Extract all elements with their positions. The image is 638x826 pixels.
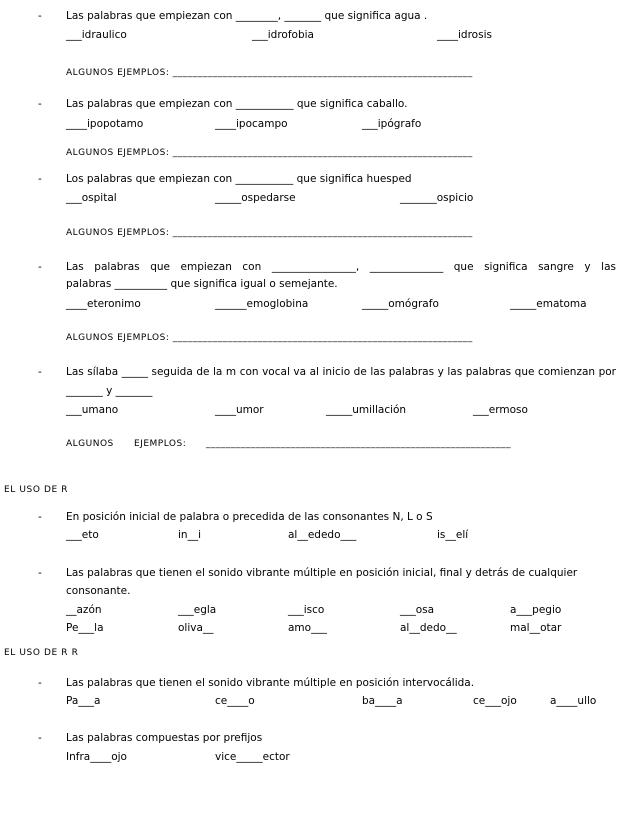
word-blank: ___umano: [66, 404, 119, 416]
examples-label: ALGUNOS: [66, 439, 114, 449]
word-blank: a____ullo: [550, 695, 597, 707]
word-blank: Pa___a: [66, 695, 101, 707]
word-blank: al__ededo___: [288, 529, 357, 541]
word-blank: ____eteronimo: [66, 298, 141, 310]
word-blank: a___pegio: [510, 604, 562, 616]
bullet-dash: -: [38, 567, 42, 579]
bullet-dash: -: [38, 10, 42, 22]
examples-line: ALGUNOS EJEMPLOS: ____________________________________________________________: [66, 148, 473, 158]
word-blank: ___ospital: [66, 192, 117, 204]
heading-uso-r: EL USO DE R: [4, 485, 69, 495]
instruction-agua: Las palabras que empiezan con ________, _______ que significa agua .: [66, 10, 428, 22]
instruction-prefijos: Las palabras compuestas por prefijos: [66, 732, 263, 744]
bullet-dash: -: [38, 511, 42, 523]
instruction-sangre: Las palabras que empiezan con ________________, ______________ que significa sangre y las: [66, 261, 616, 273]
bullet-dash: -: [38, 261, 42, 273]
word-blank: ____ipopotamo: [66, 118, 144, 130]
word-blank: is__elí: [437, 529, 469, 541]
word-blank: Infra____ojo: [66, 751, 127, 763]
word-blank: vice_____ector: [215, 751, 290, 763]
word-blank: amo___: [288, 622, 327, 634]
word-blank: _____omógrafo: [362, 298, 439, 310]
bullet-dash: -: [38, 732, 42, 744]
instruction-semejante: palabras __________ que significa igual o semejante.: [66, 278, 338, 290]
word-blank: ___ermoso: [473, 404, 528, 416]
heading-uso-rr: EL USO DE R R: [4, 648, 79, 658]
instruction-inicial: En posición inicial de palabra o precedida de las consonantes N, L o S: [66, 511, 433, 523]
bullet-dash: -: [38, 677, 42, 689]
word-blank: ______emoglobina: [215, 298, 309, 310]
bullet-dash: -: [38, 366, 42, 378]
word-blank: _______ospicio: [400, 192, 474, 204]
word-blank: al__dedo__: [400, 622, 457, 634]
bullet-dash: -: [38, 98, 42, 110]
word-blank: ___eto: [66, 529, 99, 541]
word-blank: ____umor: [215, 404, 264, 416]
word-blank: mal__otar: [510, 622, 562, 634]
word-blank: __azón: [66, 604, 102, 616]
word-blank: Pe___la: [66, 622, 104, 634]
instruction-hum: Las sílaba _____ seguida de la m con vocal va al inicio de las palabras y las palabras que comienzan por: [66, 366, 616, 378]
examples-line: _____________________________________________________________: [206, 439, 511, 449]
word-blank: _____ospedarse: [215, 192, 296, 204]
word-blank: ____ipocampo: [215, 118, 288, 130]
word-blank: ___idrofobia: [252, 29, 314, 41]
word-blank: ___isco: [288, 604, 325, 616]
word-blank: _____umillación: [326, 404, 407, 416]
word-blank: in__i: [178, 529, 201, 541]
instruction-consonante: consonante.: [66, 585, 131, 597]
word-blank: oliva__: [178, 622, 214, 634]
examples-label: EJEMPLOS:: [134, 439, 187, 449]
instruction-intervocalida: Las palabras que tienen el sonido vibrante múltiple en posición intervocálida.: [66, 677, 475, 689]
word-blank: ___egla: [178, 604, 217, 616]
instruction-huesped: Los palabras que empiezan con ___________ que significa huesped: [66, 173, 412, 185]
word-blank: ce___ojo: [473, 695, 517, 707]
examples-line: ALGUNOS EJEMPLOS: ____________________________________________________________: [66, 333, 473, 343]
word-blank: ____idrosis: [437, 29, 492, 41]
examples-line: ALGUNOS EJEMPLOS: ____________________________________________________________: [66, 228, 473, 238]
instruction-caballo: Las palabras que empiezan con ___________ que significa caballo.: [66, 98, 408, 110]
word-blank: ___idraulico: [66, 29, 127, 41]
word-blank: ___osa: [400, 604, 435, 616]
instruction-blanks: _______ y _______: [66, 385, 153, 397]
instruction-vibrante: Las palabras que tienen el sonido vibrante múltiple en posición inicial, final y detrás de cualquier: [66, 567, 578, 579]
word-blank: _____ematoma: [510, 298, 587, 310]
word-blank: ___ipógrafo: [362, 118, 422, 130]
word-blank: ce____o: [215, 695, 255, 707]
word-blank: ba____a: [362, 695, 403, 707]
examples-line: ALGUNOS EJEMPLOS: ____________________________________________________________: [66, 68, 473, 78]
bullet-dash: -: [38, 173, 42, 185]
